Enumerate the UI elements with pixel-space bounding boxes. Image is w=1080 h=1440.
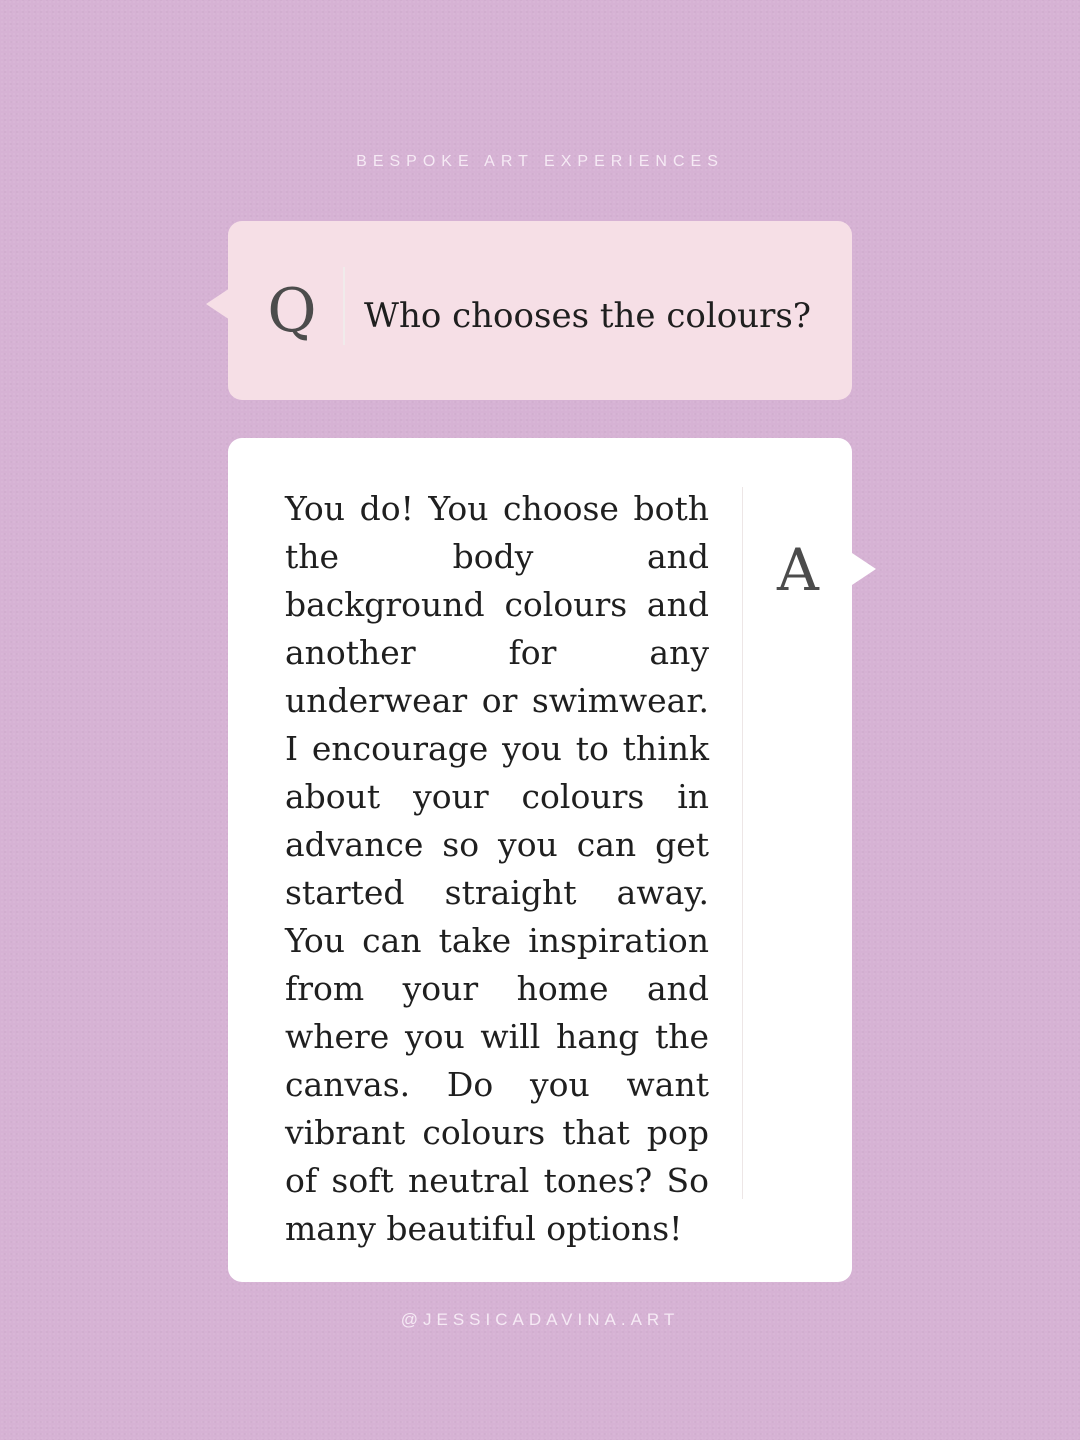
question-text: Who chooses the colours?: [364, 296, 811, 336]
answer-card: [228, 438, 852, 1282]
brand-kicker: BESPOKE ART EXPERIENCES: [356, 153, 724, 170]
question-card: [228, 221, 852, 400]
answer-card-tail: [852, 553, 876, 585]
question-divider: [343, 267, 345, 345]
question-card-tail: [206, 288, 230, 320]
question-letter: Q: [267, 276, 317, 346]
answer-letter: A: [777, 536, 819, 604]
answer-divider: [742, 487, 743, 1199]
answer-text: You do! You choose both the body and background colours and another for any underwear or swimwear. I encourage you to think about your colours in advance so you can get started straight away. You can take inspiration from your home and where you will hang the canvas. Do you want vibrant colours that pop of soft neutral tones? So many beautiful options!: [285, 489, 709, 1248]
social-handle: @JESSICADAVINA.ART: [400, 1310, 680, 1329]
